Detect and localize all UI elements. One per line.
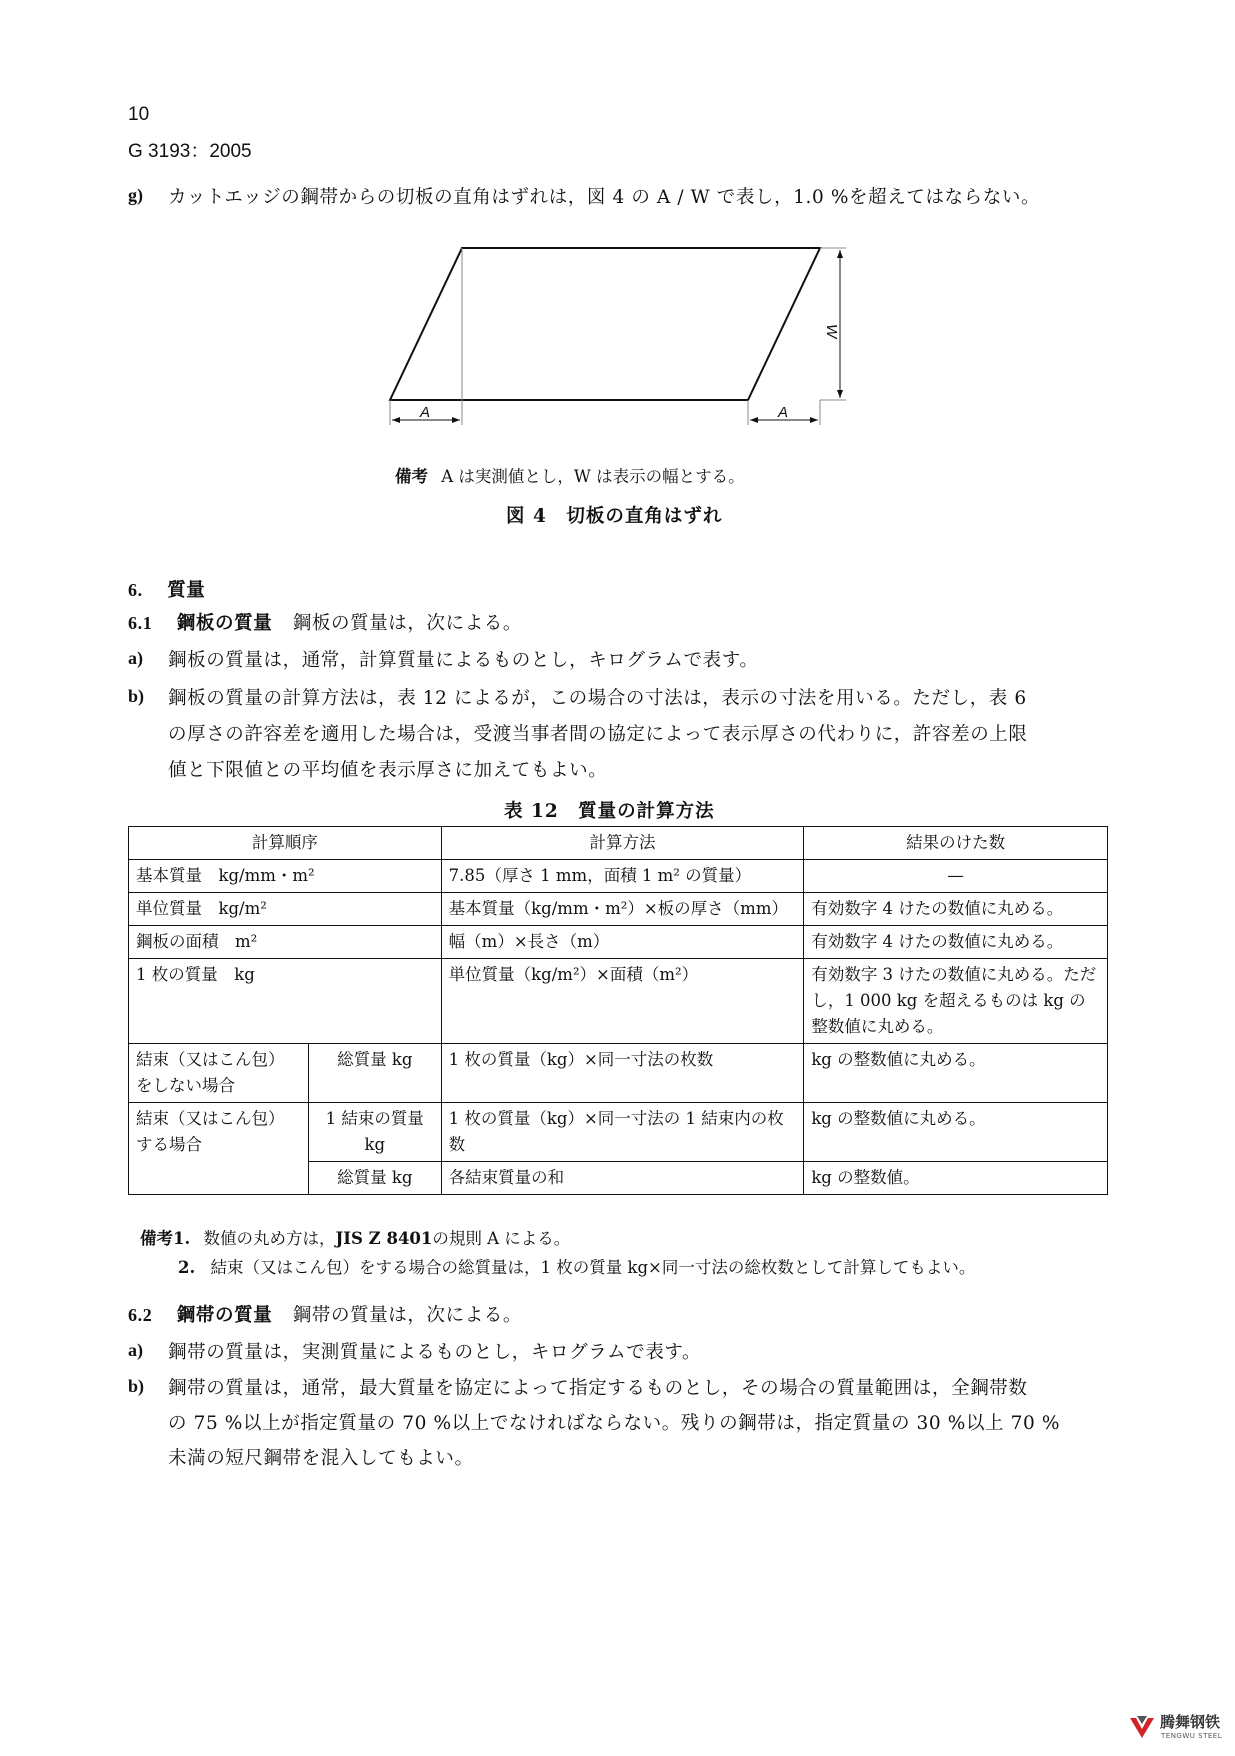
section-6-2-b-label: b)	[128, 1376, 145, 1396]
table-row	[129, 893, 1108, 926]
section-6-2-b-line1: 鋼帯の質量は，通常，最大質量を協定によって指定するものとし，その場合の質量範囲は，全鋼帯数	[168, 1378, 1028, 1399]
parallelogram-shape	[390, 248, 820, 400]
cell-order: 結束（又はこん包）する場合	[129, 1103, 309, 1195]
section-6-2-b-line2: の 75 %以上が指定質量の 70 %以上でなければならない。残りの鋼帯は，指定質量の 30 %以上 70 %	[168, 1413, 1061, 1434]
note-2-label: 2.	[178, 1258, 196, 1277]
section-6-2-a-label: a)	[128, 1340, 143, 1360]
note-1-ref: JIS Z 8401	[335, 1229, 433, 1248]
note-2-text: 結束（又はこん包）をする場合の総質量は，1 枚の質量 kg×同一寸法の総枚数として計算してもよい。	[210, 1258, 976, 1277]
section-6-1-b-line3: 値と下限値との平均値を表示厚さに加えてもよい。	[168, 760, 608, 781]
header-calc-method: 計算方法	[441, 827, 804, 860]
section-6-number: 6.	[128, 580, 143, 600]
cell-method: 基本質量（kg/mm・m²）×板の厚さ（mm）	[441, 893, 804, 926]
section-6-1-b-line2: の厚さの許容差を適用した場合は，受渡当事者間の協定によって表示厚さの代わりに，許容差の上限	[168, 724, 1028, 745]
cell-digits: —	[804, 860, 1108, 893]
cell-order-sub: 総質量 kg	[308, 1044, 441, 1103]
logo-text-en: TENGWU STEEL	[1161, 1732, 1223, 1740]
figure-4-note-text: A は実測値とし，W は表示の幅とする。	[441, 467, 745, 486]
note-1-pre: 数値の丸め方は，	[203, 1229, 336, 1248]
section-6-2-number: 6.2	[128, 1305, 153, 1325]
section-6-1-title: 鋼板の質量	[176, 613, 273, 634]
cell-method: 各結束質量の和	[441, 1162, 804, 1195]
section-6-1-a-label: a)	[128, 648, 143, 668]
table-row	[129, 860, 1108, 893]
cell-order: 結束（又はこん包）をしない場合	[129, 1044, 309, 1103]
cell-method: 単位質量（kg/m²）×面積（m²）	[441, 959, 804, 1044]
logo-mark-icon	[1128, 1712, 1156, 1740]
cell-order: 1 枚の質量 kg	[129, 959, 442, 1044]
label-w: W	[823, 324, 840, 339]
cell-digits: kg の整数値に丸める。	[804, 1044, 1108, 1103]
note-1-post: の規則 A による。	[432, 1229, 571, 1248]
table-row	[129, 959, 1108, 1044]
cell-method: 7.85（厚さ 1 mm，面積 1 m² の質量）	[441, 860, 804, 893]
cell-method: 1 枚の質量（kg）×同一寸法の枚数	[441, 1044, 804, 1103]
cell-order-sub: 総質量 kg	[308, 1162, 441, 1195]
cell-order: 単位質量 kg/m²	[129, 893, 442, 926]
table-row	[129, 926, 1108, 959]
cell-digits: 有効数字 4 けたの数値に丸める。	[804, 926, 1108, 959]
table-12-note-1	[140, 1225, 570, 1249]
page-number: 10	[128, 104, 150, 125]
section-6-1-intro: 鋼板の質量は，次による。	[292, 613, 522, 634]
table-row	[129, 1044, 1108, 1103]
table-header-row	[129, 827, 1108, 860]
item-g-text: カットエッジの鋼帯からの切板の直角はずれは，図 4 の A / W で表し，1.0 %を超えてはならない。	[168, 187, 1041, 208]
cell-order-sub: 1 結束の質量 kg	[308, 1103, 441, 1162]
table-12	[128, 826, 1108, 1195]
cell-digits: 有効数字 4 けたの数値に丸める。	[804, 893, 1108, 926]
item-g-label: g)	[128, 185, 143, 205]
section-6-2-title: 鋼帯の質量	[176, 1305, 273, 1326]
watermark-logo	[1128, 1708, 1226, 1748]
section-6-title: 質量	[167, 580, 206, 601]
cell-digits: kg の整数値に丸める。	[804, 1103, 1108, 1162]
cell-method: 1 枚の質量（kg）×同一寸法の 1 結束内の枚数	[441, 1103, 804, 1162]
label-a-right: A	[778, 404, 789, 421]
cell-digits: kg の整数値。	[804, 1162, 1108, 1195]
section-6-2-heading	[128, 1301, 522, 1327]
table-12-caption: 表 12 質量の計算方法	[504, 801, 715, 822]
section-6-1-heading	[128, 609, 522, 635]
section-6-1-b-label: b)	[128, 686, 145, 706]
cell-order: 鋼板の面積 m²	[129, 926, 442, 959]
cell-method: 幅（m）×長さ（m）	[441, 926, 804, 959]
figure-4-caption: 図 4 切板の直角はずれ	[506, 506, 723, 527]
figure-4-note-prefix: 備考	[395, 467, 428, 486]
section-6-1-number: 6.1	[128, 613, 153, 633]
figure-4-note	[395, 463, 745, 487]
note-1-label: 備考1.	[140, 1229, 191, 1248]
label-a-left: A	[420, 404, 431, 421]
section-6-1-a-text: 鋼板の質量は，通常，計算質量によるものとし，キログラムで表す。	[168, 650, 759, 671]
cell-order: 基本質量 kg/mm・m²	[129, 860, 442, 893]
standard-id: G 3193：2005	[128, 141, 252, 162]
section-6-2-b-line3: 未満の短尺鋼帯を混入してもよい。	[168, 1448, 474, 1469]
table-12-note-2	[178, 1254, 975, 1278]
cell-digits: 有効数字 3 けたの数値に丸める。ただし，1 000 kg を超えるものは kg の整数値に丸める。	[804, 959, 1108, 1044]
logo-text-cn: 腾舞钢铁	[1160, 1713, 1221, 1731]
section-6-2-a-text: 鋼帯の質量は，実測質量によるものとし，キログラムで表す。	[168, 1342, 702, 1363]
section-6-heading	[128, 576, 205, 602]
section-6-2-intro: 鋼帯の質量は，次による。	[292, 1305, 522, 1326]
header-result-digits: 結果のけた数	[804, 827, 1108, 860]
table-row	[129, 1103, 1108, 1162]
figure-4-diagram	[380, 238, 860, 438]
header-calc-order: 計算順序	[129, 827, 442, 860]
section-6-1-b-line1: 鋼板の質量の計算方法は，表 12 によるが，この場合の寸法は，表示の寸法を用いる。ただし，表 6	[168, 688, 1027, 709]
